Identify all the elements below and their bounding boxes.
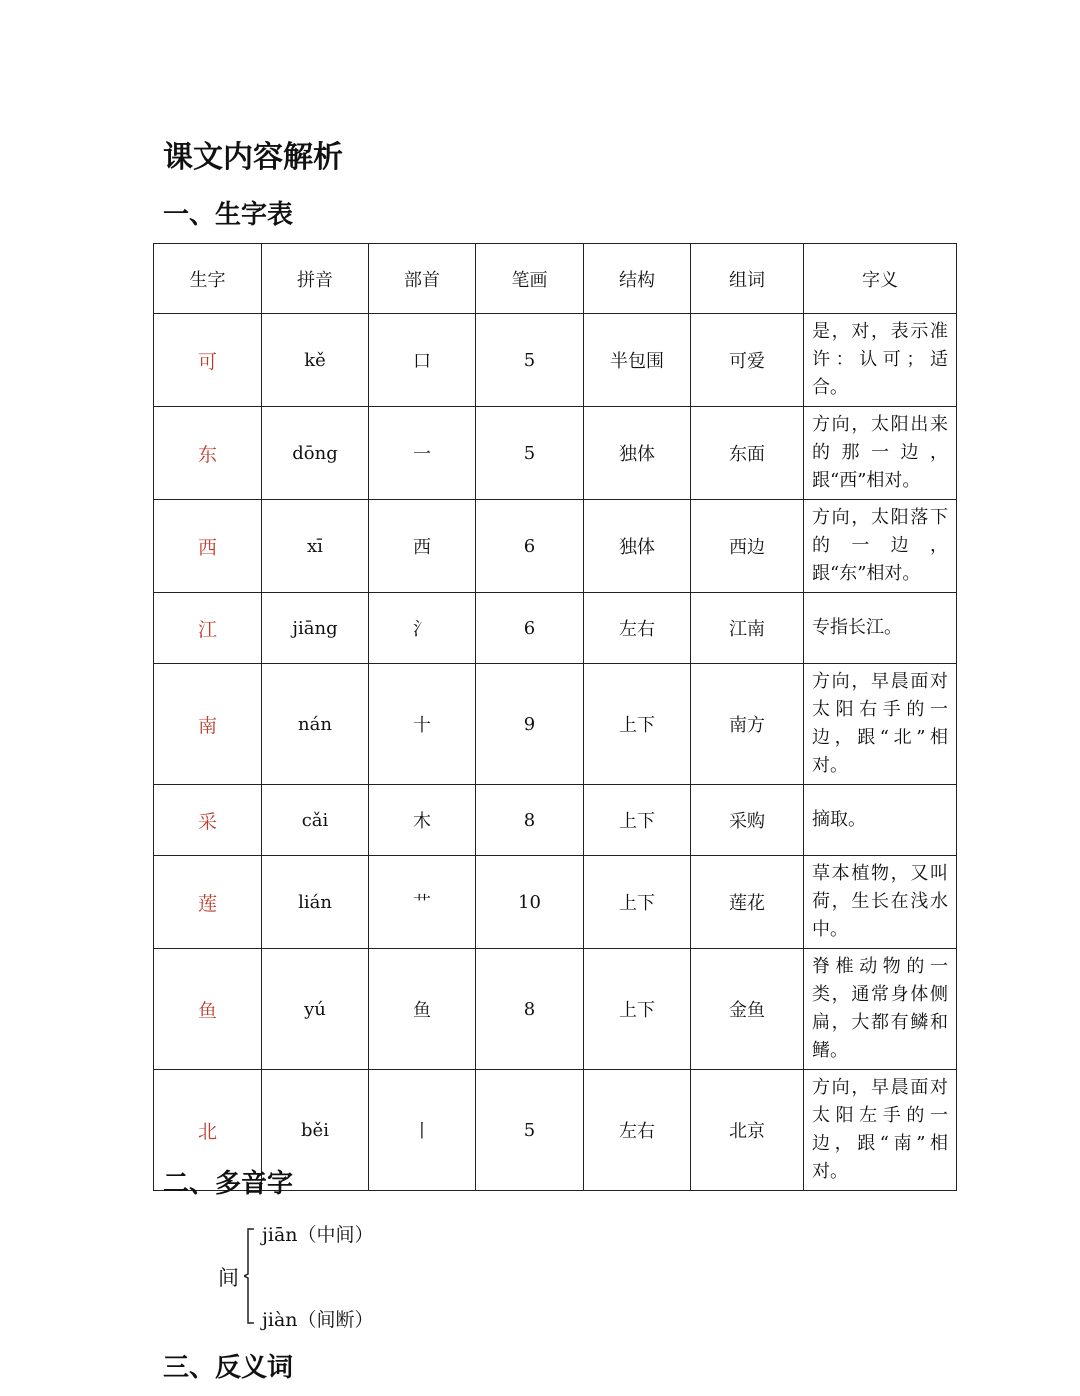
jiegou-cell: 上下 [584,785,691,856]
meaning-cell: 方向，太阳落下的一边，跟“东”相对。 [804,500,957,593]
meaning-cell: 脊椎动物的一类，通常身体侧扁，大都有鳞和鳍。 [804,949,957,1070]
section-heading-shengzi: 一、生字表 [163,200,294,230]
section-heading-fanyici: 三、反义词 [163,1353,294,1383]
header-cell: 部首 [369,244,476,314]
jiegou-cell: 上下 [584,664,691,785]
bushou-cell: 十 [369,664,476,785]
zi-cell: 南 [154,664,262,785]
bushou-cell: 木 [369,785,476,856]
zuci-cell: 采购 [691,785,804,856]
polyphone-reading: jiān（中间） [262,1224,374,1246]
bihua-cell: 5 [476,314,584,407]
bihua-cell: 6 [476,593,584,664]
meaning-cell: 草本植物，又叫荷，生长在浅水中。 [804,856,957,949]
bihua-cell: 5 [476,1070,584,1191]
zuci-cell: 北京 [691,1070,804,1191]
table-row [154,314,957,407]
pinyin-cell: jiāng [262,593,369,664]
pinyin-cell: dōng [262,407,369,500]
meaning-cell: 摘取。 [804,785,957,856]
polyphone-reading: jiàn（间断） [262,1309,374,1331]
header-cell: 字义 [804,244,957,314]
jiegou-cell: 左右 [584,593,691,664]
meaning-cell: 专指长江。 [804,593,957,664]
zi-cell: 北 [154,1070,262,1191]
table-row [154,593,957,664]
header-cell: 结构 [584,244,691,314]
bushou-cell: 一 [369,407,476,500]
bushou-cell: 口 [369,314,476,407]
pinyin-cell: cǎi [262,785,369,856]
bihua-cell: 10 [476,856,584,949]
zuci-cell: 南方 [691,664,804,785]
header-cell: 拼音 [262,244,369,314]
bushou-cell: 氵 [369,593,476,664]
zi-cell: 西 [154,500,262,593]
bihua-cell: 8 [476,785,584,856]
pinyin-cell: yú [262,949,369,1070]
meaning-cell: 是，对，表示准许：认可；适合。 [804,314,957,407]
bushou-cell: 鱼 [369,949,476,1070]
header-cell: 笔画 [476,244,584,314]
jiegou-cell: 独体 [584,407,691,500]
zuci-cell: 江南 [691,593,804,664]
meaning-cell: 方向，早晨面对太阳右手的一边，跟“北”相对。 [804,664,957,785]
zi-cell: 江 [154,593,262,664]
polyphone-char: 间 [218,1266,239,1290]
jiegou-cell: 上下 [584,949,691,1070]
pinyin-cell: kě [262,314,369,407]
polyphone-group [218,1218,518,1336]
zuci-cell: 可爱 [691,314,804,407]
brace-icon [244,1228,256,1324]
bushou-cell: 西 [369,500,476,593]
bushou-cell: 丨 [369,1070,476,1191]
table-row [154,664,957,785]
pinyin-cell: lián [262,856,369,949]
zi-cell: 东 [154,407,262,500]
table-row [154,500,957,593]
table-row [154,949,957,1070]
shengzi-table [153,243,957,1191]
zuci-cell: 莲花 [691,856,804,949]
bihua-cell: 6 [476,500,584,593]
table-header-row [154,244,957,314]
jiegou-cell: 上下 [584,856,691,949]
header-cell: 组词 [691,244,804,314]
jiegou-cell: 左右 [584,1070,691,1191]
pinyin-cell: xī [262,500,369,593]
zuci-cell: 东面 [691,407,804,500]
jiegou-cell: 独体 [584,500,691,593]
bihua-cell: 8 [476,949,584,1070]
header-cell: 生字 [154,244,262,314]
pinyin-cell: běi [262,1070,369,1191]
table-row [154,856,957,949]
zi-cell: 采 [154,785,262,856]
bihua-cell: 5 [476,407,584,500]
section-heading-duoyinzi: 二、多音字 [163,1169,294,1199]
zuci-cell: 金鱼 [691,949,804,1070]
pinyin-cell: nán [262,664,369,785]
zi-cell: 鱼 [154,949,262,1070]
page-title: 课文内容解析 [163,140,343,175]
table-row [154,785,957,856]
zi-cell: 莲 [154,856,262,949]
jiegou-cell: 半包围 [584,314,691,407]
zi-cell: 可 [154,314,262,407]
zuci-cell: 西边 [691,500,804,593]
table-row [154,407,957,500]
meaning-cell: 方向，早晨面对太阳左手的一边，跟“南”相对。 [804,1070,957,1191]
meaning-cell: 方向，太阳出来的那一边，跟“西”相对。 [804,407,957,500]
bihua-cell: 9 [476,664,584,785]
bushou-cell: 艹 [369,856,476,949]
